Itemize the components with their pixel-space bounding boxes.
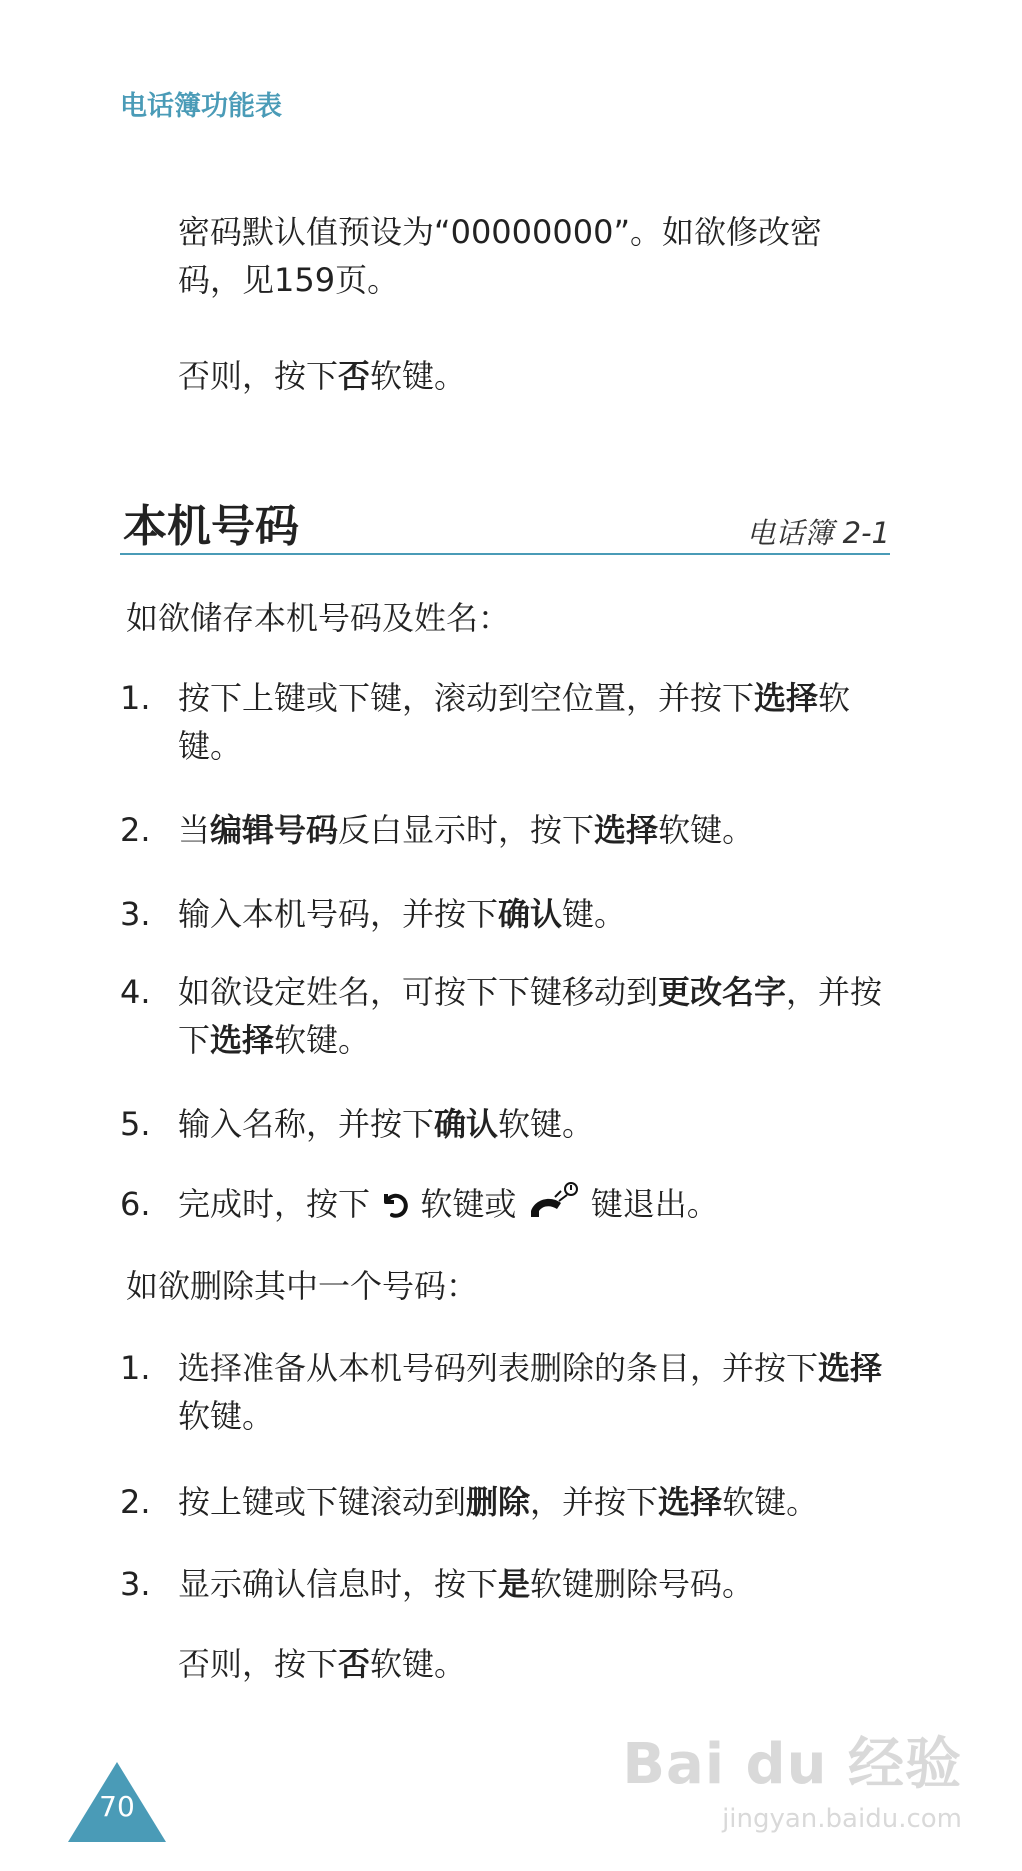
- password-note-line1: 密码默认值预设为“00000000”。如欲修改密: [178, 213, 823, 251]
- watermark-logo: Bai du 经验: [622, 1732, 962, 1797]
- no-key-label: 否: [338, 1645, 371, 1683]
- watermark-url: jingyan.baidu.com: [722, 1804, 962, 1834]
- step-number: 1.: [120, 1349, 151, 1387]
- step-text: 当编辑号码反白显示时，按下选择软键。: [178, 811, 755, 849]
- section-title: 本机号码: [123, 501, 299, 552]
- watermark: [622, 1720, 962, 1834]
- step-number: 4.: [120, 973, 151, 1011]
- back-arrow-icon: [380, 1184, 410, 1214]
- step-text: 选择准备从本机号码列表删除的条目，并按下选择软键。: [178, 1349, 883, 1435]
- step-number: 3.: [120, 1565, 151, 1603]
- store-step-1: [120, 674, 900, 770]
- store-step-3: [120, 890, 900, 938]
- step-text: 按下上键或下键，滚动到空位置，并按下选择软键。: [178, 679, 851, 765]
- delete-intro: 如欲删除其中一个号码：: [126, 1267, 479, 1305]
- store-step-2: [120, 806, 900, 854]
- step-text: 输入本机号码，并按下确认键。: [178, 895, 627, 933]
- store-intro: 如欲储存本机号码及姓名：: [126, 599, 511, 637]
- step-text: 完成时，按下 软键或 键退出。: [178, 1180, 898, 1228]
- step-number: 5.: [120, 1105, 151, 1143]
- step-number: 2.: [120, 1483, 151, 1521]
- else-prefix: 否则，按下: [178, 357, 339, 395]
- step-number: 1.: [120, 679, 151, 717]
- step-text: 如欲设定姓名，可按下下键移动到更改名字，并按下选择软键。: [178, 973, 883, 1059]
- running-header: 电话簿功能表: [120, 91, 282, 122]
- store-step-5: [120, 1100, 900, 1148]
- else-note-top: [178, 352, 466, 400]
- else-suffix: 软键。: [370, 357, 467, 395]
- store-step-6: [120, 1180, 900, 1230]
- page-number: 70: [99, 1790, 135, 1823]
- delete-step-3: [120, 1560, 900, 1608]
- section-divider: [120, 553, 890, 555]
- store-step-4: [120, 968, 900, 1064]
- end-call-icon: [527, 1181, 581, 1223]
- delete-step-1: [120, 1344, 900, 1440]
- step-number: 3.: [120, 895, 151, 933]
- password-note: [178, 208, 822, 304]
- section-reference: 电话簿 2-1: [746, 516, 890, 550]
- else-note-bottom: [178, 1640, 466, 1688]
- step-text: 显示确认信息时，按下是软键删除号码。: [178, 1565, 755, 1603]
- no-key-label: 否: [338, 357, 371, 395]
- step-number: 6.: [120, 1185, 151, 1223]
- step-number: 2.: [120, 811, 151, 849]
- delete-step-2: [120, 1478, 900, 1526]
- step-text: 按上键或下键滚动到删除，并按下选择软键。: [178, 1483, 819, 1521]
- password-note-line2: 码，见159页。: [178, 261, 400, 299]
- else-prefix: 否则，按下: [178, 1645, 339, 1683]
- step-text: 输入名称，并按下确认软键。: [178, 1105, 595, 1143]
- else-suffix: 软键。: [370, 1645, 467, 1683]
